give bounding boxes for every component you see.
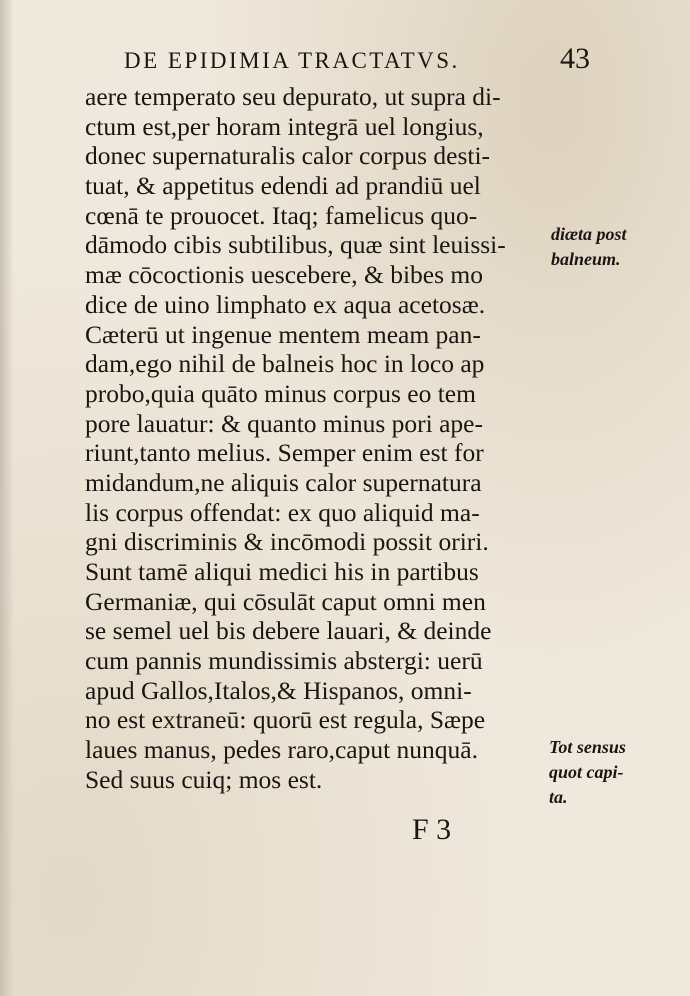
text-line: donec supernaturalis calor corpus desti- bbox=[85, 141, 491, 171]
running-title: DE EPIDIMIA TRACTATVS. bbox=[124, 48, 460, 73]
page-edge-shadow bbox=[0, 0, 14, 996]
text-line: Sed suus cuiq; mos est. bbox=[85, 764, 323, 794]
text-line: Cæterū ut ingenue mentem meam pan- bbox=[85, 319, 481, 349]
text-line: ctum est,per horam integrā uel longius, bbox=[85, 111, 484, 141]
text-line: probo,quia quāto minus corpus eo tem bbox=[85, 378, 476, 408]
text-line: lis corpus offendat: ex quo aliquid ma- bbox=[85, 497, 480, 527]
text-line: dāmodo cibis subtilibus, quæ sint leuissi- bbox=[85, 230, 506, 260]
text-line: gni discriminis & incōmodi possit oriri. bbox=[85, 527, 489, 557]
text-line: apud Gallos,Italos,& Hispanos, omni- bbox=[85, 675, 472, 705]
text-line: dam,ego nihil de balneis hoc in loco ap bbox=[85, 349, 485, 379]
text-line: pore lauatur: & quanto minus pori ape- bbox=[85, 408, 483, 438]
text-line: aere temperato seu depurato, ut supra di- bbox=[85, 82, 501, 111]
marginal-note-line: balneum. bbox=[551, 249, 621, 269]
text-line: no est extraneū: quorū est regula, Sæpe bbox=[85, 705, 486, 735]
text-line: Germaniæ, qui cōsulāt caput omni men bbox=[85, 586, 486, 616]
marginal-note-line: Tot sensus bbox=[549, 737, 626, 757]
marginal-note-diet bbox=[551, 222, 627, 272]
text-line: Sunt tamē aliqui medici his in partibus bbox=[85, 557, 479, 586]
marginal-note-proverb bbox=[549, 735, 626, 810]
signature-mark: F 3 bbox=[412, 813, 452, 846]
text-line: riunt,tanto melius. Semper enim est for bbox=[85, 438, 484, 468]
marginal-note-line: diæta post bbox=[551, 224, 627, 244]
text-line: cum pannis mundissimis abstergi: uerū bbox=[85, 646, 483, 676]
running-head bbox=[96, 44, 596, 78]
text-line: laues manus, pedes raro,caput nunquā. bbox=[85, 735, 478, 765]
marginal-note-line: ta. bbox=[549, 787, 568, 807]
text-line: midandum,ne aliquis calor supernatura bbox=[85, 467, 482, 497]
text-line: cœnā te prouocet. Itaq; famelicus quo- bbox=[85, 200, 478, 230]
text-line: tuat, & appetitus edendi ad prandiū uel bbox=[85, 171, 481, 201]
body-text bbox=[85, 82, 545, 795]
text-line: se semel uel bis debere lauari, & deinde bbox=[85, 616, 492, 646]
marginal-note-line: quot capi- bbox=[549, 762, 624, 782]
page-number: 43 bbox=[560, 42, 590, 75]
text-line: mæ cōcoctionis uescebere, & bibes mo bbox=[85, 260, 483, 290]
text-line: dice de uino limphato ex aqua acetosæ. bbox=[85, 289, 486, 319]
